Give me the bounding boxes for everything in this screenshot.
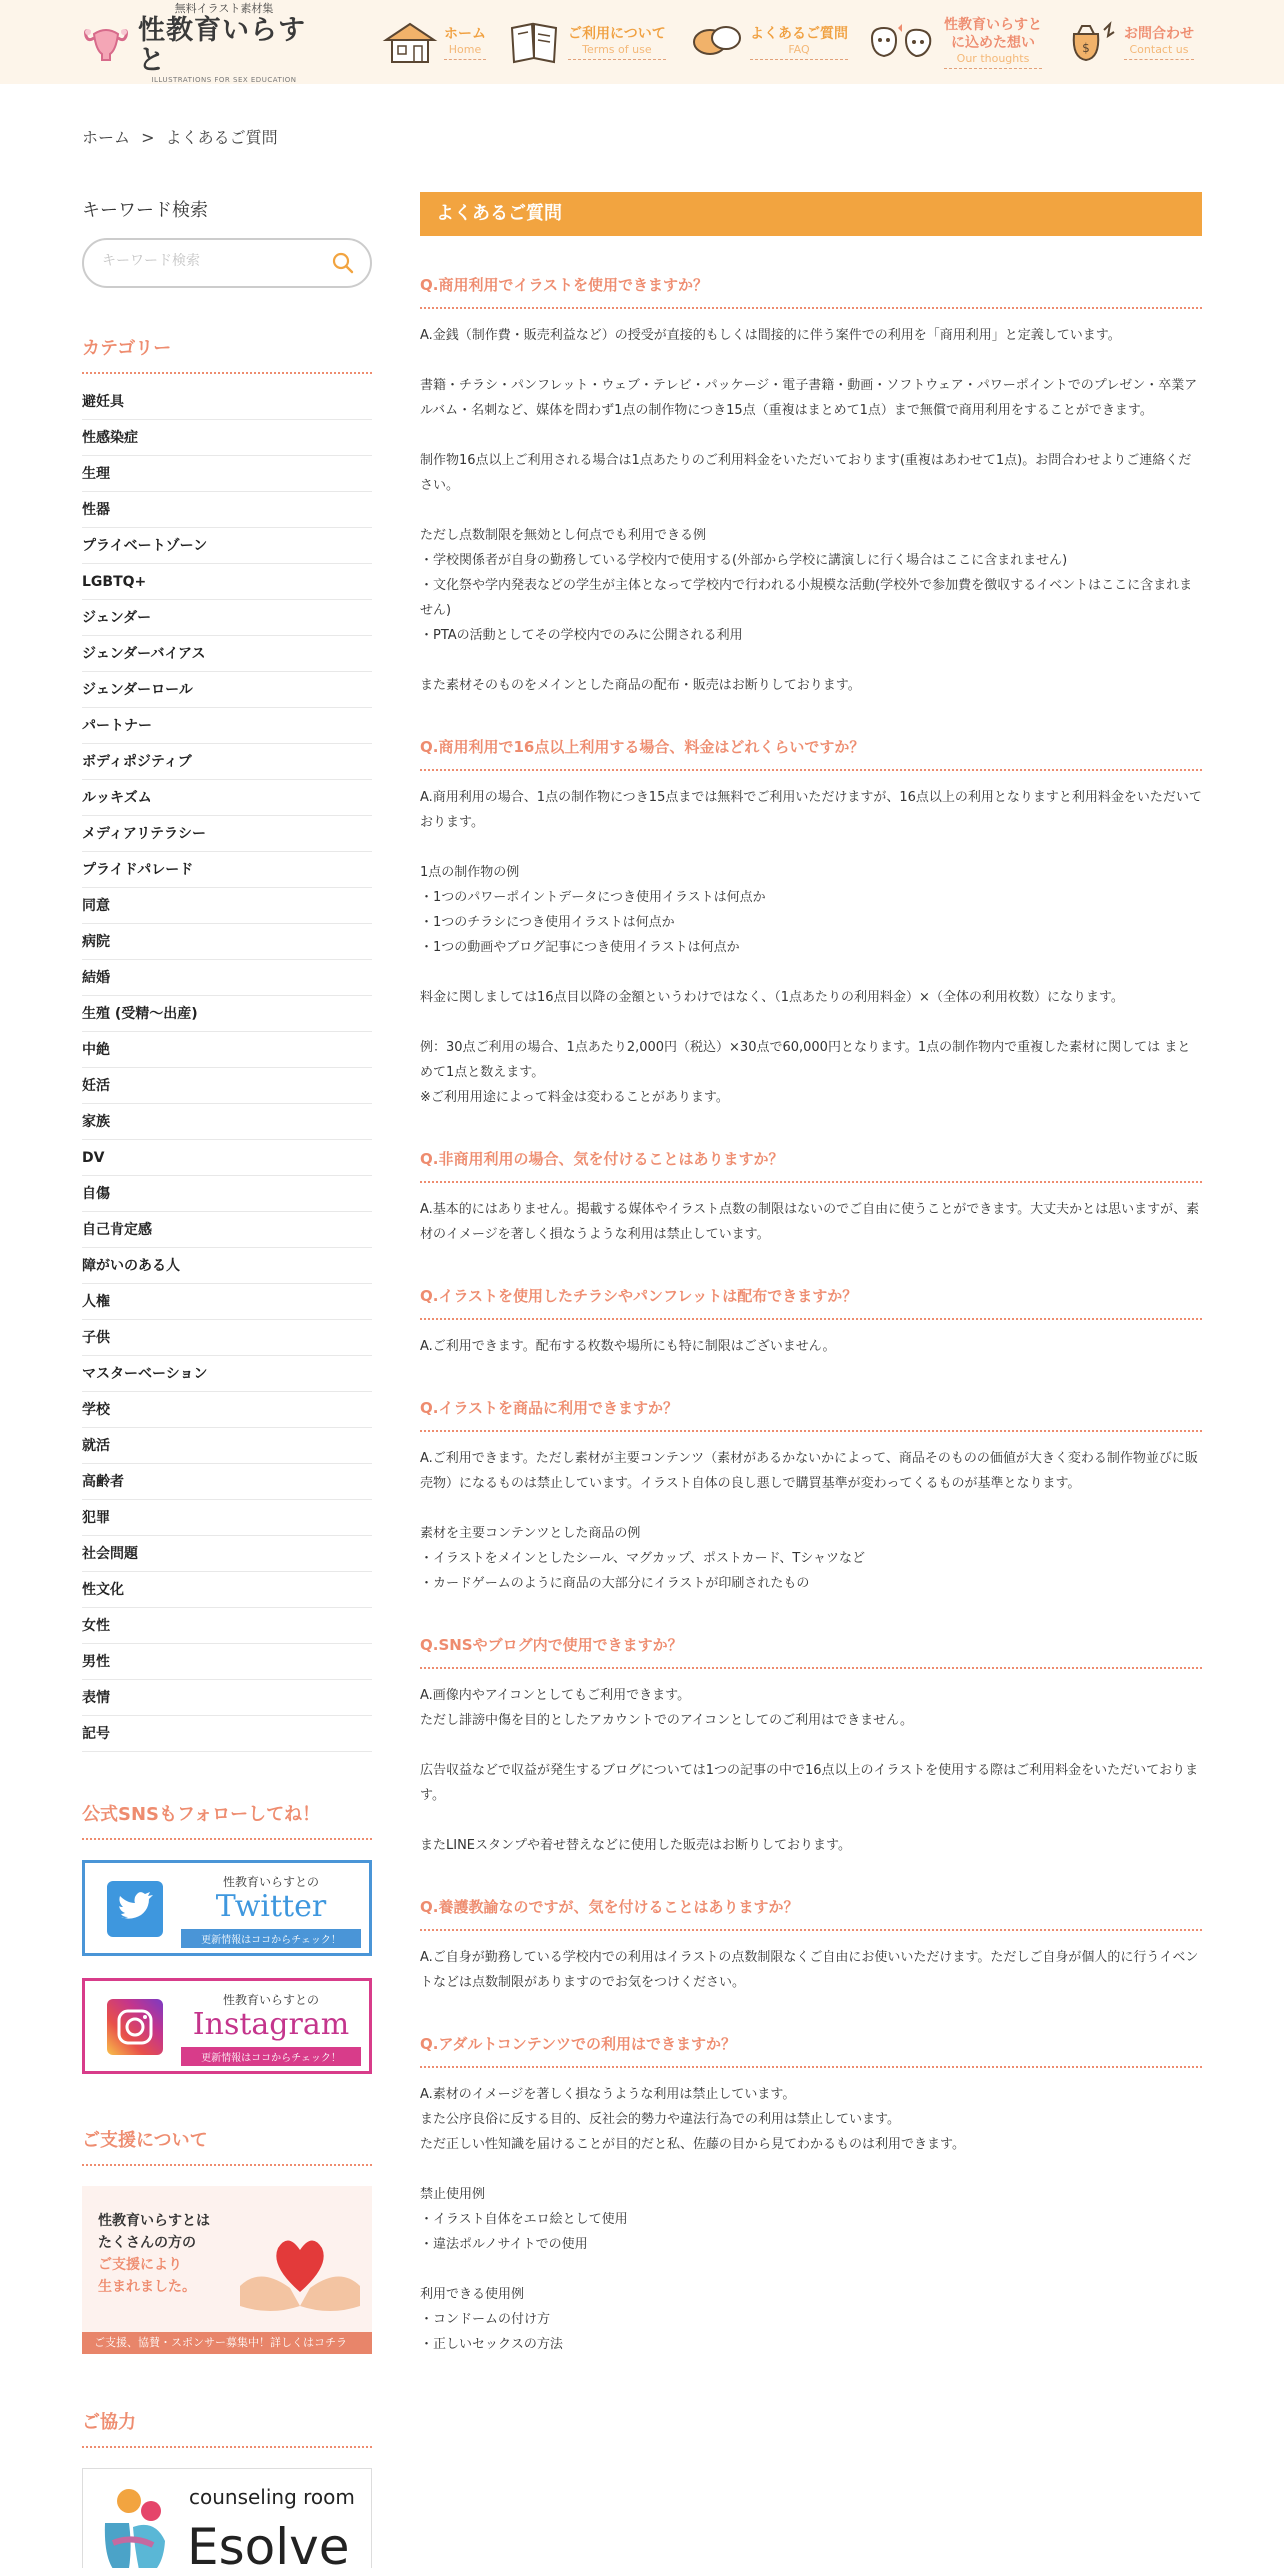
category-link[interactable]: 病院 (82, 924, 372, 960)
answer-line: A.ご利用できます。配布する枚数や場所にも特に制限はございません。 (420, 1339, 836, 1354)
faces-icon (866, 18, 938, 66)
category-link[interactable]: プライベートゾーン (82, 528, 372, 564)
main-content (420, 192, 1202, 2357)
category-link[interactable]: 子供 (82, 1320, 372, 1356)
answer-line: ただ正しい性知識を届けることが目的だと私、佐藤の目から見てわかるものは利用できます。 (420, 2137, 965, 2152)
answer-line: A.ご利用できます。ただし素材が主要コンテンツ（素材があるかないかによって、商品そのものの価値が大きく変わる制作物並びに販売物）になるものは禁止しています。イラスト自体の良し悪しで購買基準が変わってくるものが基準となります。 (420, 1451, 1198, 1491)
answer-line: またLINEスタンプや着せ替えなどに使用した販売はお断りしております。 (420, 1838, 851, 1853)
nav-label: ご利用について (568, 25, 666, 42)
search-input[interactable] (102, 253, 322, 269)
answer-line: ただし点数制限を無効とし何点でも利用できる例 (420, 528, 707, 543)
answer-line: ・PTAの活動としてその学校内でのみに公開される利用 (420, 628, 743, 643)
category-link[interactable]: 同意 (82, 888, 372, 924)
answer-line: 利用できる使用例 (420, 2287, 525, 2302)
answer-line (420, 2157, 1202, 2182)
answer-line: ・違法ポルノサイトでの使用 (420, 2237, 588, 2252)
category-link[interactable]: 学校 (82, 1392, 372, 1428)
category-link[interactable]: 人権 (82, 1284, 372, 1320)
house-icon (382, 18, 438, 66)
faq-answer (420, 323, 1202, 698)
faq-item (420, 1397, 1202, 1596)
answer-line (420, 348, 1202, 373)
category-list (82, 384, 372, 1752)
category-link[interactable]: 妊活 (82, 1068, 372, 1104)
sns-title: 公式SNSもフォローしてね！ (82, 1800, 372, 1840)
nav-label: ホーム (444, 25, 486, 42)
category-link[interactable]: パートナー (82, 708, 372, 744)
search-box (82, 238, 372, 288)
answer-line: 禁止使用例 (420, 2187, 486, 2202)
faq-question: Q.商用利用で16点以上利用する場合、料金はどれくらいですか？ (420, 736, 1202, 771)
breadcrumb (82, 125, 284, 148)
category-link[interactable]: 自傷 (82, 1176, 372, 1212)
esolve-name: Esolve (187, 2518, 350, 2568)
category-link[interactable]: 避妊具 (82, 384, 372, 420)
answer-line: ・1つのチラシにつき使用イラストは何点か (420, 915, 675, 930)
support-title: ご支援について (82, 2126, 372, 2166)
answer-line (420, 648, 1202, 673)
faq-item (420, 1285, 1202, 1359)
esolve-banner[interactable] (82, 2468, 372, 2568)
nav-item-terms[interactable] (506, 14, 666, 70)
faq-item (420, 1148, 1202, 1247)
answer-line (420, 2257, 1202, 2282)
breadcrumb-separator: > (141, 128, 155, 147)
faq-item (420, 2033, 1202, 2357)
answer-line: ・1つのパワーポイントデータにつき使用イラストは何点か (420, 890, 766, 905)
answer-line: ・正しいセックスの方法 (420, 2337, 563, 2352)
nav-sublabel: Home (448, 42, 482, 56)
uterus-logo-icon (80, 20, 132, 64)
faq-question: Q.SNSやブログ内で使用できますか？ (420, 1634, 1202, 1669)
logo-tagline: 無料イラスト素材集 (174, 2, 274, 15)
answer-line: ・1つの動画やブログ記事につき使用イラストは何点か (420, 940, 740, 955)
faq-question: Q.アダルトコンテンツでの利用はできますか？ (420, 2033, 1202, 2068)
answer-line: ・文化祭や学内発表などの学生が主体となって学校内で行われる小規模な活動(学校外で参加費を徴収するイベントはここに含まれません) (420, 578, 1193, 618)
answer-line (420, 1808, 1202, 1833)
faq-question: Q.商用利用でイラストを使用できますか？ (420, 274, 1202, 309)
breadcrumb-home-link[interactable]: ホーム (82, 128, 131, 147)
category-link[interactable]: 障がいのある人 (82, 1248, 372, 1284)
nav-sublabel: Our thoughts (956, 51, 1030, 65)
faq-question: Q.イラストを商品に利用できますか？ (420, 1397, 1202, 1432)
answer-line: 広告収益などで収益が発生するブログについては1つの記事の中で16点以上のイラストを使用する際はご利用料金をいただいております。 (420, 1763, 1199, 1803)
instagram-camera-icon (107, 1999, 163, 2055)
answer-line: A.素材のイメージを著しく損なうような利用は禁止しています。 (420, 2087, 796, 2102)
answer-line: ・カードゲームのように商品の大部分にイラストが印刷されたもの (420, 1576, 810, 1591)
faq-question: Q.非商用利用の場合、気を付けることはありますか？ (420, 1148, 1202, 1183)
category-link[interactable]: ルッキズム (82, 780, 372, 816)
answer-line: A.金銭（制作費・販売利益など）の授受が直接的もしくは間接的に伴う案件での利用を「商用利用」と定義しています。 (420, 328, 1121, 343)
nav-item-faq[interactable] (688, 14, 848, 70)
category-link[interactable]: 家族 (82, 1104, 372, 1140)
answer-line: A.ご自身が勤務している学校内での利用はイラストの点数制限なくご自由にお使いいただけます。ただしご自身が個人的に行うイベントなどは点数制限がありますのでお気をつけください。 (420, 1950, 1199, 1990)
category-link[interactable]: 生殖 (受精〜出産) (82, 996, 372, 1032)
breadcrumb-current: よくあるご質問 (165, 128, 278, 147)
answer-line (420, 423, 1202, 448)
category-link[interactable]: マスターベーション (82, 1356, 372, 1392)
twitter-banner[interactable] (82, 1860, 372, 1956)
answer-line: ・学校関係者が自身の勤務している学校内で使用する(外部から学校に講演しに行く場合はここに含まれません) (420, 553, 1068, 568)
speech-bubbles-icon (688, 18, 744, 66)
category-link[interactable]: プライドパレード (82, 852, 372, 888)
faq-question: Q.イラストを使用したチラシやパンフレットは配布できますか？ (420, 1285, 1202, 1320)
support-line: ご支援により (98, 2257, 182, 2273)
answer-line: ・イラスト自体をエロ絵として使用 (420, 2212, 628, 2227)
faq-question: Q.養護教諭なのですが、気を付けることはありますか？ (420, 1896, 1202, 1931)
support-line: 生まれました。 (98, 2279, 196, 2295)
answer-line: ・イラストをメインとしたシール、マグカップ、ポストカード、Tシャツなど (420, 1551, 866, 1566)
nav-sublabel: Contact us (1129, 42, 1189, 56)
answer-line: A.商用利用の場合、1点の制作物につき15点までは無料でご利用いただけますが、16点以上の利用となりますと利用料金をいただいております。 (420, 790, 1202, 830)
category-title: カテゴリー (82, 334, 372, 374)
esolve-logo-icon (93, 2483, 183, 2568)
category-link[interactable]: ジェンダーロール (82, 672, 372, 708)
nav-item-thoughts[interactable] (866, 14, 1042, 70)
faq-answer (420, 1197, 1202, 1247)
category-link[interactable]: LGBTQ+ (82, 564, 372, 600)
search-icon[interactable] (332, 252, 354, 274)
twitter-name: Twitter (215, 1889, 327, 1924)
answer-line: A.画像内やアイコンとしてもご利用できます。 (420, 1688, 691, 1703)
nav-label-line1: 性教育いらすと (944, 16, 1042, 33)
category-link[interactable]: 犯罪 (82, 1500, 372, 1536)
nav-item-home[interactable] (382, 14, 486, 70)
instagram-note: 更新情報はココからチェック！ (181, 2047, 361, 2066)
sidebar (82, 196, 372, 2568)
category-link[interactable]: 中絶 (82, 1032, 372, 1068)
answer-line: ただし誹謗中傷を目的としたアカウントでのアイコンとしてのご利用はできません。 (420, 1713, 913, 1728)
nav-label: よくあるご質問 (750, 25, 848, 42)
nav-sublabel: Terms of use (582, 42, 652, 56)
category-link[interactable]: ジェンダー (82, 600, 372, 636)
twitter-note: 更新情報はココからチェック！ (181, 1929, 361, 1948)
category-link[interactable]: DV (82, 1140, 372, 1176)
answer-line: 制作物16点以上ご利用される場合は1点あたりのご利用料金をいただいております(重複はあわせて1点)。お問合わせよりご連絡ください。 (420, 453, 1192, 493)
answer-line: 料金に関しましては16点目以降の金額というわけではなく、（1点あたりの利用料金）×（全体の利用枚数）になります。 (420, 990, 1124, 1005)
site-header (0, 0, 1284, 84)
book-icon (506, 18, 562, 66)
category-link[interactable]: 高齢者 (82, 1464, 372, 1500)
nav-item-contact[interactable] (1062, 14, 1194, 70)
answer-line: 1点の制作物の例 (420, 865, 520, 880)
category-link[interactable]: ボディポジティブ (82, 744, 372, 780)
faq-answer (420, 785, 1202, 1110)
answer-line: ・コンドームの付け方 (420, 2312, 551, 2327)
answer-line: また素材そのものをメインとした商品の配布・販売はお断りしております。 (420, 678, 861, 693)
instagram-small-text: 性教育いらすとの (222, 1993, 319, 2007)
faq-item (420, 736, 1202, 1110)
hands-heart-icon (230, 2196, 370, 2326)
answer-line (420, 1733, 1202, 1758)
category-link[interactable]: メディアリテラシー (82, 816, 372, 852)
faq-answer (420, 2082, 1202, 2357)
svg-text:$: $ (1082, 41, 1090, 55)
category-link[interactable]: 生理 (82, 456, 372, 492)
support-text (98, 2210, 210, 2298)
nav-label-line2: に込めた想い (951, 34, 1035, 51)
answer-line: 素材を主要コンテンツとした商品の例 (420, 1526, 641, 1541)
support-line: 性教育いらすとは (98, 2213, 210, 2229)
answer-line (420, 1496, 1202, 1521)
faq-answer (420, 1446, 1202, 1596)
answer-line (420, 498, 1202, 523)
site-logo[interactable] (80, 2, 310, 84)
answer-line (420, 1010, 1202, 1035)
category-link[interactable]: 就活 (82, 1428, 372, 1464)
category-link[interactable]: 男性 (82, 1644, 372, 1680)
category-link[interactable]: ジェンダーバイアス (82, 636, 372, 672)
faq-answer (420, 1945, 1202, 1995)
support-bar: ご支援、協賛・スポンサー募集中！詳しくはコチラ (82, 2332, 372, 2354)
answer-line: 書籍・チラシ・パンフレット・ウェブ・テレビ・パッケージ・電子書籍・動画・ソフトウェア・パワーポイントでのプレゼン・卒業アルバム・名刺など、媒体を問わず1点の制作物につき15点（重複はまとめて1点）まで無償で商用利用をすることができます。 (420, 378, 1198, 418)
answer-line: A.基本的にはありません。掲載する媒体やイラスト点数の制限はないのでご自由に使うことができます。大丈夫かとは思いますが、素材のイメージを著しく損なうような利用は禁止しています。 (420, 1202, 1200, 1242)
answer-line (420, 835, 1202, 860)
category-link[interactable]: 女性 (82, 1608, 372, 1644)
category-link[interactable]: 性文化 (82, 1572, 372, 1608)
answer-line (420, 960, 1202, 985)
faq-answer (420, 1334, 1202, 1359)
answer-line: ※ご利用用途によって料金は変わることがあります。 (420, 1090, 729, 1105)
twitter-bird-icon (107, 1881, 163, 1937)
search-heading: キーワード検索 (82, 200, 208, 221)
faq-item (420, 1634, 1202, 1858)
answer-line: 例：30点ご利用の場合、1点あたり2,000円（税込）×30点で60,000円となります。1点の制作物内で重複した素材に関しては まとめて1点と数えます。 (420, 1040, 1191, 1080)
faq-item (420, 274, 1202, 698)
cooperation-title: ご協力 (82, 2408, 372, 2448)
nav-label: お問合わせ (1124, 25, 1194, 42)
instagram-name: Instagram (192, 2007, 350, 2042)
support-banner[interactable] (82, 2186, 372, 2354)
answer-line: また公序良俗に反する目的、反社会的勢力や違法行為での利用は禁止しています。 (420, 2112, 900, 2127)
logo-subtitle: ILLUSTRATIONS FOR SEX EDUCATION (151, 76, 297, 84)
category-link[interactable]: 記号 (82, 1716, 372, 1752)
esolve-small: counseling room (189, 2485, 355, 2509)
nav-sublabel: FAQ (788, 42, 810, 56)
category-link[interactable]: 性感染症 (82, 420, 372, 456)
category-link[interactable]: 結婚 (82, 960, 372, 996)
logo-title: 性教育いらすと (138, 15, 306, 76)
mail-bag-icon (1062, 18, 1118, 66)
category-link[interactable]: 性器 (82, 492, 372, 528)
category-link[interactable]: 社会問題 (82, 1536, 372, 1572)
faq-item (420, 1896, 1202, 1995)
category-link[interactable]: 自己肯定感 (82, 1212, 372, 1248)
faq-answer (420, 1683, 1202, 1858)
page-title: よくあるご質問 (420, 192, 1202, 236)
category-link[interactable]: 表情 (82, 1680, 372, 1716)
support-line: たくさんの方の (98, 2235, 196, 2251)
twitter-small-text: 性教育いらすとの (222, 1875, 319, 1889)
instagram-banner[interactable] (82, 1978, 372, 2074)
faq-list (420, 274, 1202, 2357)
